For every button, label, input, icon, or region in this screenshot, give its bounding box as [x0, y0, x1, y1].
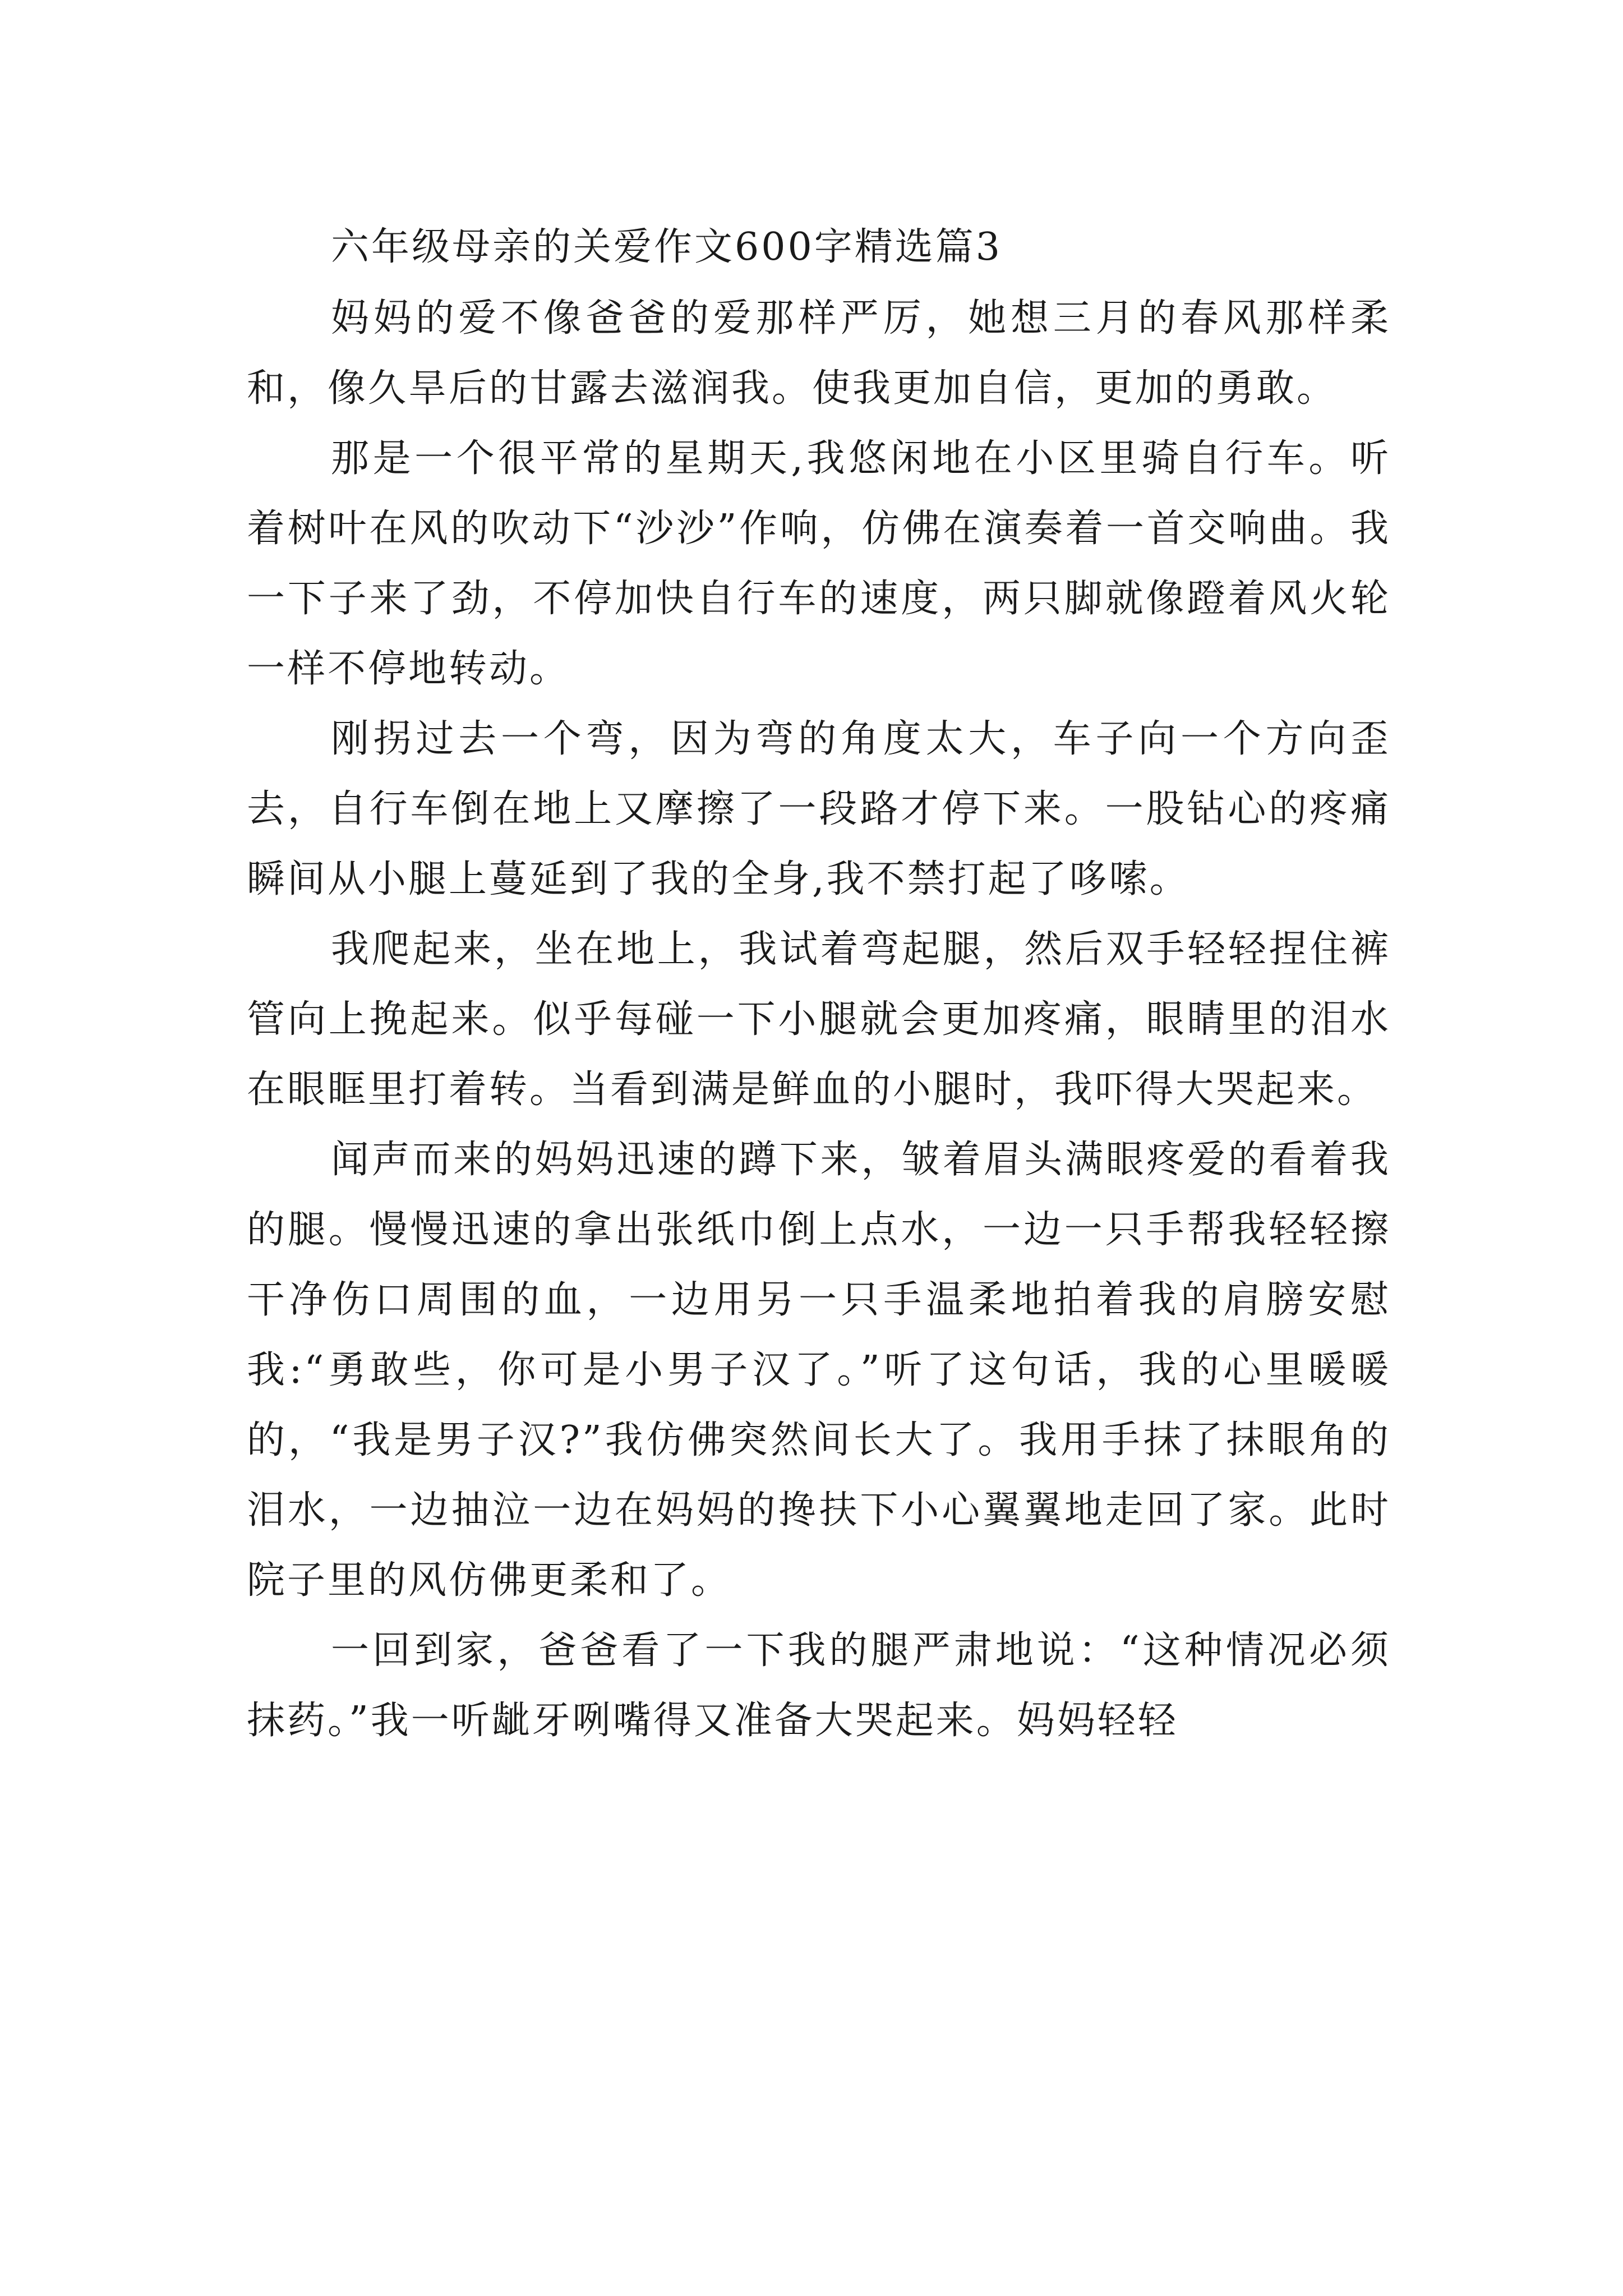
- essay-title: 六年级母亲的关爱作文600字精选篇3: [331, 225, 1003, 269]
- paragraph-1: 妈妈的爱不像爸爸的爱那样严厉，她想三月的春风那样柔和，像久旱后的甘露去滋润我。使我更加自信，更加的勇敢。: [247, 296, 1391, 411]
- paragraph-6: 一回到家，爸爸看了一下我的腿严肃地说：“这种情况必须抹药。”我一听龇牙咧嘴得又准备大哭起来。妈妈轻轻: [247, 1628, 1391, 1743]
- paragraph-2: 那是一个很平常的星期天,我悠闲地在小区里骑自行车。听着树叶在风的吹动下“沙沙”作响，仿佛在演奏着一首交响曲。我一下子来了劲，不停加快自行车的速度，两只脚就像蹬着风火轮一样不停地转动。: [247, 436, 1391, 691]
- document-body: [247, 212, 1391, 1756]
- paragraph-4: 我爬起来，坐在地上，我试着弯起腿，然后双手轻轻捏住裤管向上挽起来。似乎每碰一下小腿就会更加疼痛，眼睛里的泪水在眼眶里打着转。当看到满是鲜血的小腿时，我吓得大哭起来。: [247, 927, 1391, 1112]
- paragraph-3: 刚拐过去一个弯，因为弯的角度太大，车子向一个方向歪去，自行车倒在地上又摩擦了一段路才停下来。一股钻心的疼痛瞬间从小腿上蔓延到了我的全身,我不禁打起了哆嗦。: [247, 717, 1391, 901]
- paragraph-5: 闻声而来的妈妈迅速的蹲下来，皱着眉头满眼疼爱的看着我的腿。慢慢迅速的拿出张纸巾倒上点水，一边一只手帮我轻轻擦干净伤口周围的血，一边用另一只手温柔地拍着我的肩膀安慰我:“勇敢些，你可是小男子汉了。”听了这句话，我的心里暖暖的，“我是男子汉?”我仿佛突然间长大了。我用手抹了抹眼角的泪水，一边抽泣一边在妈妈的搀扶下小心翼翼地走回了家。此时院子里的风仿佛更柔和了。: [247, 1138, 1391, 1603]
